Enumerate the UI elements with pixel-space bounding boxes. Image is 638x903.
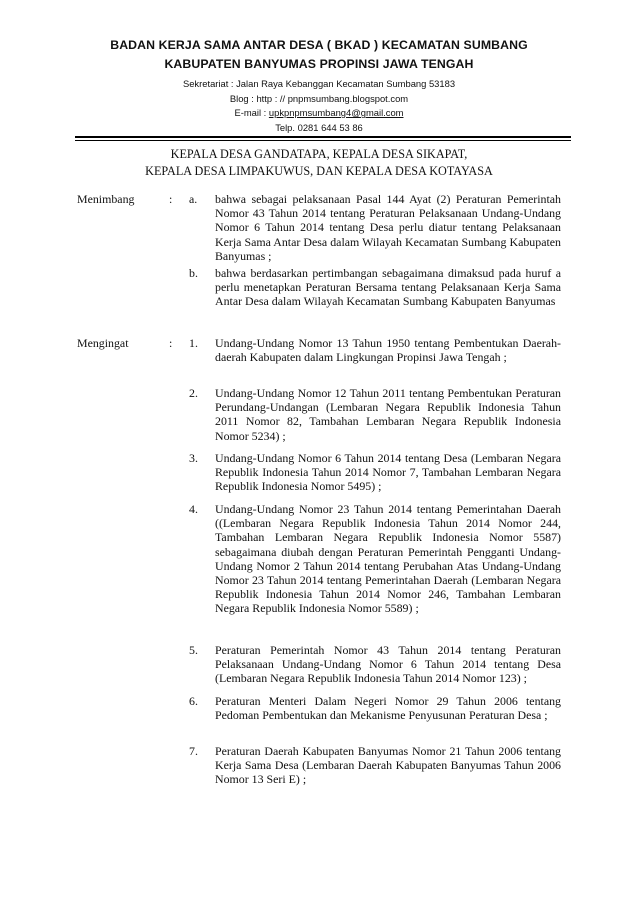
item-text: bahwa berdasarkan pertimbangan sebagaimana dimaksud pada huruf a perlu menetapkan Peraturan Bersama tentang Pelaksanaan Kerja Sama Antar Desa dalam Wilayah Kecamatan Sumbang Kabupaten Banyumas xyxy=(215,266,561,309)
email-label: E-mail : xyxy=(234,107,269,118)
letterhead-divider-thin xyxy=(75,140,571,141)
heading-line-2: KEPALA DESA LIMPAKUWUS, DAN KEPALA DESA KOTAYASA xyxy=(145,163,493,178)
mengingat-label: Mengingat xyxy=(77,336,129,350)
letterhead xyxy=(0,36,638,135)
item-marker: 6. xyxy=(189,694,198,708)
letterhead-email-line xyxy=(0,106,638,121)
item-marker: 3. xyxy=(189,451,198,465)
letterhead-title: BADAN KERJA SAMA ANTAR DESA ( BKAD ) KECAMATAN SUMBANG xyxy=(110,38,528,52)
letterhead-address: Sekretariat : Jalan Raya Kebanggan Kecamatan Sumbang 53183 xyxy=(182,78,456,89)
item-marker: b. xyxy=(189,266,198,280)
menimbang-colon: : xyxy=(169,192,173,206)
letterhead-divider-thick xyxy=(75,136,571,138)
item-marker: 5. xyxy=(189,643,198,657)
document-heading xyxy=(0,146,638,179)
email-link[interactable]: upkpnpmsumbang4@gmail.com xyxy=(268,107,404,118)
item-marker: 4. xyxy=(189,502,198,516)
letterhead-subtitle: KABUPATEN BANYUMAS PROPINSI JAWA TENGAH xyxy=(164,57,474,71)
item-text: Peraturan Menteri Dalam Negeri Nomor 29 Tahun 2006 tentang Pedoman Pembentukan dan Mekanisme Penyusunan Peraturan Desa ; xyxy=(215,694,561,723)
item-text: Peraturan Daerah Kabupaten Banyumas Nomor 21 Tahun 2006 tentang Kerja Sama Desa (Lembaran Daerah Kabupaten Banyumas Tahun 2006 Nomor 13 Seri E) ; xyxy=(215,744,561,787)
item-marker: a. xyxy=(189,192,198,206)
item-text: bahwa sebagai pelaksanaan Pasal 144 Ayat (2) Peraturan Pemerintah Nomor 43 Tahun 2014 tentang Peraturan Pelaksanaan Undang-Undang Nomor 6 Tahun 2014 tentang Desa perlu diatur tentang Pelaksanaan Kerja Sama Antar Desa dalam Wilayah Kecamatan Sumbang Kabupaten Banyumas ; xyxy=(215,192,561,263)
item-text: Undang-Undang Nomor 12 Tahun 2011 tentang Pembentukan Peraturan Perundang-Undangan (Lembaran Negara Republik Indonesia Tahun 2011 Nomor 82, Tambahan Lembaran Negara Republik Indonesia Nomor 5234) ; xyxy=(215,386,561,443)
menimbang-label: Menimbang xyxy=(77,192,135,206)
mengingat-colon: : xyxy=(169,336,173,350)
letterhead-phone: Telp. 0281 644 53 86 xyxy=(275,121,363,133)
item-text: Undang-Undang Nomor 23 Tahun 2014 tentang Pemerintahan Daerah ((Lembaran Negara Republik Indonesia Tahun 2014 Nomor 244, Tambahan Lembaran Negara Republik Indonesia Nomor 5587) sebagaimana diubah dengan Peraturan Pemerintah Pengganti Undang-Undang Nomor 2 Tahun 2014 tentang Perubahan Atas Undang-Undang Nomor 23 Tahun 2014 tentang Pemerintahan Daerah (Lembaran Negara Republik Indonesia Tahun 2014 Nomor 246, Tambahan Lembaran Negara Republik Indonesia Nomor 5589) ; xyxy=(215,502,561,616)
letterhead-blog: Blog : http : // pnpmsumbang.blogspot.com xyxy=(229,92,409,104)
item-text: Undang-Undang Nomor 6 Tahun 2014 tentang Desa (Lembaran Negara Republik Indonesia Tahun 2014 Nomor 7, Tambahan Lembaran Negara Republik Indonesia Nomor 5495) ; xyxy=(215,451,561,494)
heading-line-1: KEPALA DESA GANDATAPA, KEPALA DESA SIKAPAT, xyxy=(170,147,468,161)
item-text: Undang-Undang Nomor 13 Tahun 1950 tentang Pembentukan Daerah-daerah Kabupaten dalam Lingkungan Propinsi Jawa Tengah ; xyxy=(215,336,561,365)
item-marker: 2. xyxy=(189,386,198,400)
item-text: Peraturan Pemerintah Nomor 43 Tahun 2014 tentang Peraturan Pelaksanaan Undang-Undang Nomor 6 Tahun 2014 tentang Desa (Lembaran Negara Republik Indonesia Tahun 2014 Nomor 123) ; xyxy=(215,643,561,686)
item-marker: 7. xyxy=(189,744,198,758)
item-marker: 1. xyxy=(189,336,198,350)
